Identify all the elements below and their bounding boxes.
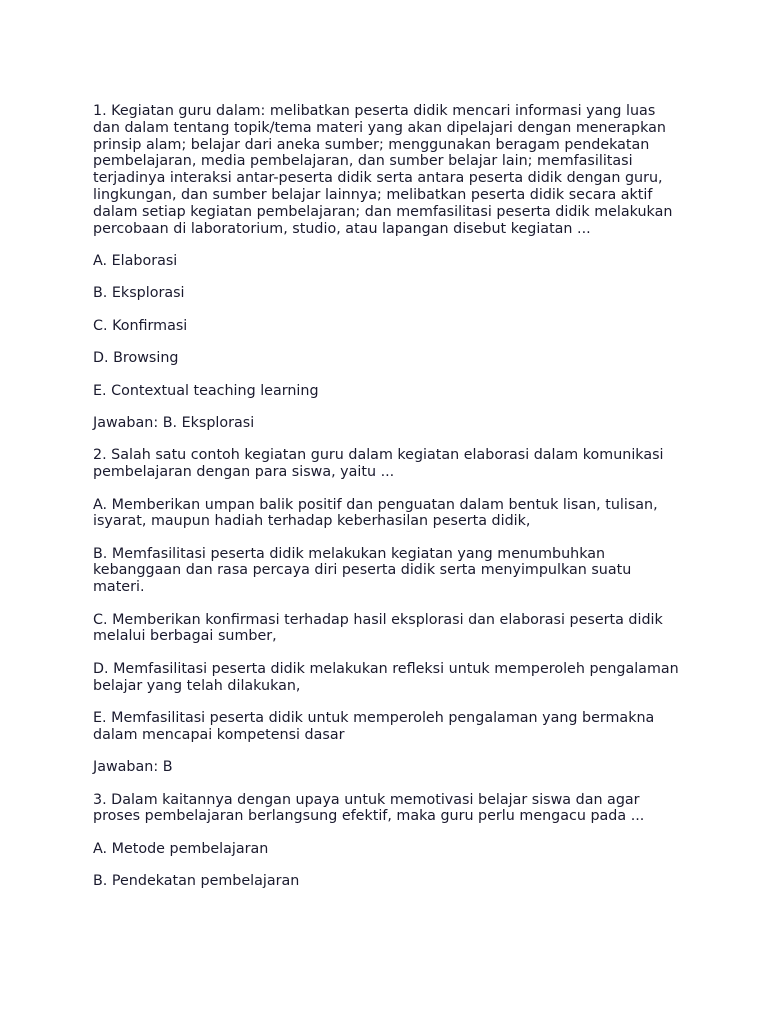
question-1-option-e: E. Contextual teaching learning — [93, 382, 319, 399]
question-3-option-b: B. Pendekatan pembelajaran — [93, 873, 300, 890]
document-page — [93, 103, 683, 906]
question-1-option-a: A. Elaborasi — [93, 252, 178, 269]
question-1-option-c: C. Konfirmasi — [93, 317, 188, 334]
question-3-option-a: A. Metode pembelajaran — [93, 840, 269, 857]
question-2-option-c: C. Memberikan konfirmasi terhadap hasil eksplorasi dan elaborasi peserta didik melalui berbagai sumber, — [93, 611, 663, 645]
question-3-stem: 3. Dalam kaitannya dengan upaya untuk memotivasi belajar siswa dan agar proses pembelajaran berlangsung efektif, maka guru perlu mengacu pada ... — [93, 791, 645, 825]
question-1-answer: Jawaban: B. Eksplorasi — [93, 414, 255, 431]
question-2-option-d: D. Memfasilitasi peserta didik melakukan refleksi untuk memperoleh pengalaman belajar yang telah dilakukan, — [93, 660, 679, 694]
question-2-answer: Jawaban: B — [93, 759, 173, 776]
question-2-option-e: E. Memfasilitasi peserta didik untuk memperoleh pengalaman yang bermakna dalam mencapai kompetensi dasar — [93, 710, 655, 743]
question-2-option-a: A. Memberikan umpan balik positif dan penguatan dalam bentuk lisan, tulisan, isyarat, maupun hadiah terhadap keberhasilan peserta didik, — [93, 496, 658, 530]
question-1-option-d: D. Browsing — [93, 350, 179, 367]
question-1-stem: 1. Kegiatan guru dalam: melibatkan peserta didik mencari informasi yang luas dan dalam tentang topik/tema materi yang akan dipelajari dengan menerapkan prinsip alam; belajar dari aneka sumber; menggunakan beragam pendekatan pembelajaran, media pembelajaran, dan sumber belajar lain; memfasilitasi terjadinya interaksi antar-peserta didik serta antara peserta didik dengan guru, lingkungan, dan sumber belajar lainnya; melibatkan peserta didik secara aktif dalam setiap kegiatan pembelajaran; dan memfasilitasi peserta didik melakukan percobaan di laboratorium, studio, atau lapangan disebut kegiatan ... — [93, 103, 673, 237]
question-1-option-b: B. Eksplorasi — [93, 285, 185, 302]
question-2-option-b: B. Memfasilitasi peserta didik melakukan kegiatan yang menumbuhkan kebanggaan dan rasa percaya diri peserta didik serta menyimpulkan suatu materi. — [93, 545, 632, 596]
question-2-stem: 2. Salah satu contoh kegiatan guru dalam kegiatan elaborasi dalam komunikasi pembelajaran dengan para siswa, yaitu ... — [93, 447, 664, 481]
